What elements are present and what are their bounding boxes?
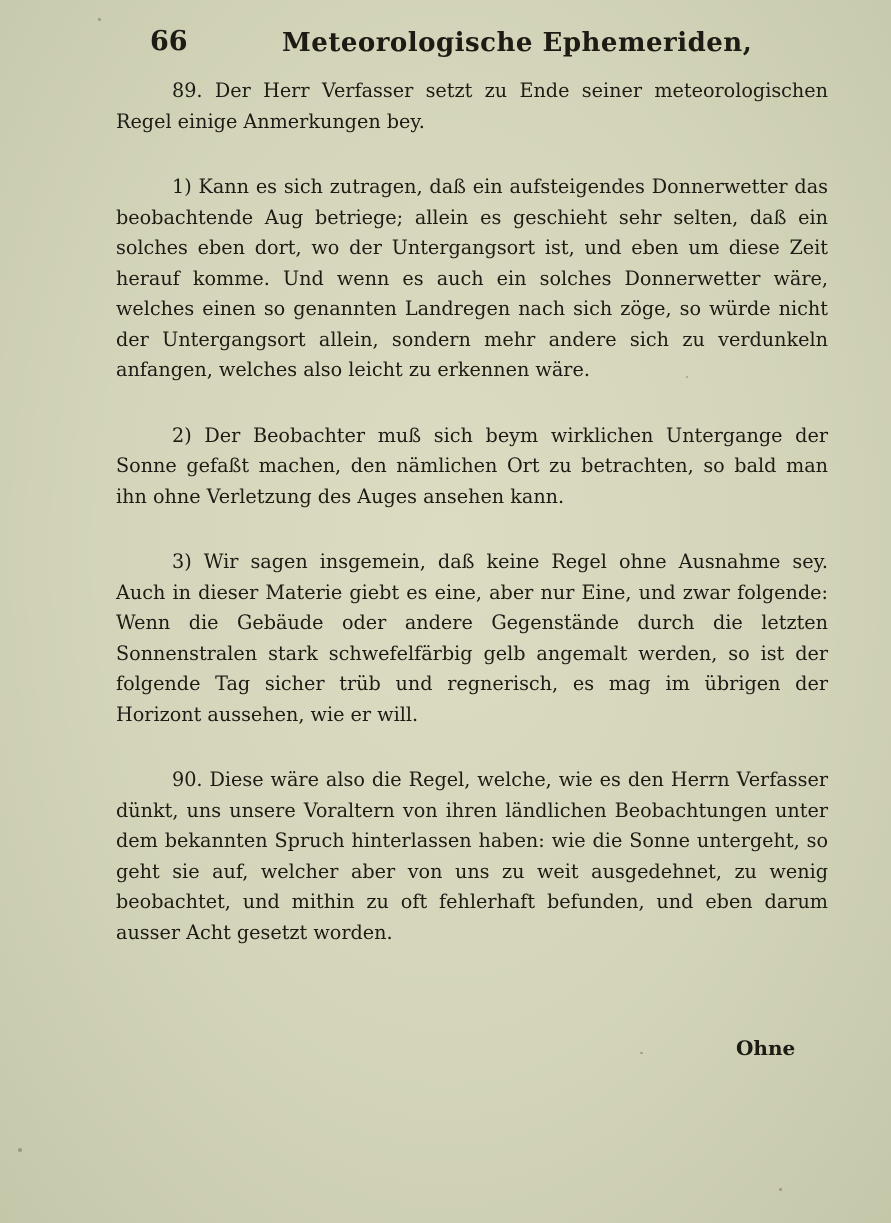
paragraph-remark-1: 1) Kann es sich zutragen, daß ein aufsteigendes Donnerwetter das beobachtende Aug betriege; allein es geschieht sehr selten, daß ein solches eben dort, wo der Untergangsort ist, und eben um diese Zeit herauf komme. Und wenn es auch ein solches Donnerwetter wäre, welches einen so genannten Landregen nach sich zöge, so würde nicht der Untergangsort allein, sondern mehr andere sich zu verdunkeln anfangen, welches also leicht zu erkennen wäre. [116, 175, 828, 381]
page-number: 66 [150, 26, 188, 57]
paragraph-gap [116, 386, 828, 421]
paragraph-gap [116, 137, 828, 172]
paragraph-89: 89. Der Herr Verfasser setzt zu Ende seiner meteorologischen Regel einige Anmerkungen bey. [116, 79, 828, 133]
paper-speck [779, 1188, 782, 1191]
paragraph-90: 90. Diese wäre also die Regel, welche, wie es den Herrn Verfasser dünkt, uns unsere Voraltern von ihren ländlichen Beobachtungen unter dem bekannten Spruch hinterlassen haben: wie die Sonne untergeht, so geht sie auf, welcher aber von uns zu weit ausgedehnet, zu wenig beobachtet, und mithin zu oft fehlerhaft befunden, und eben darum ausser Acht gesetzt worden. [116, 768, 828, 944]
page-header [150, 22, 753, 72]
paragraph-remark-2: 2) Der Beobachter muß sich beym wirklichen Untergange der Sonne gefaßt machen, den nämlichen Ort zu betrachten, so bald man ihn ohne Verletzung des Auges ansehen kann. [116, 423, 828, 508]
body-text [116, 76, 828, 948]
catchword: Ohne [736, 1036, 796, 1060]
paragraph-remark-3: 3) Wir sagen insgemein, daß keine Regel ohne Ausnahme sey. Auch in dieser Materie giebt es eine, aber nur Eine, und zwar folgende: Wenn die Gebäude oder andere Gegenstände durch die letzten Sonnenstralen stark schwefelfärbig gelb angemalt werden, so ist der folgende Tag sicher trüb und regnerisch, es mag im übrigen der Horizont aussehen, wie er will. [116, 550, 828, 726]
running-title: Meteorologische Ephemeriden, [282, 28, 753, 58]
paper-speck [18, 1148, 22, 1152]
paper-speck [640, 1052, 643, 1054]
paragraph-gap [116, 730, 828, 765]
paragraph-gap [116, 512, 828, 547]
paper-speck [98, 18, 101, 21]
paper-speck [686, 376, 688, 378]
